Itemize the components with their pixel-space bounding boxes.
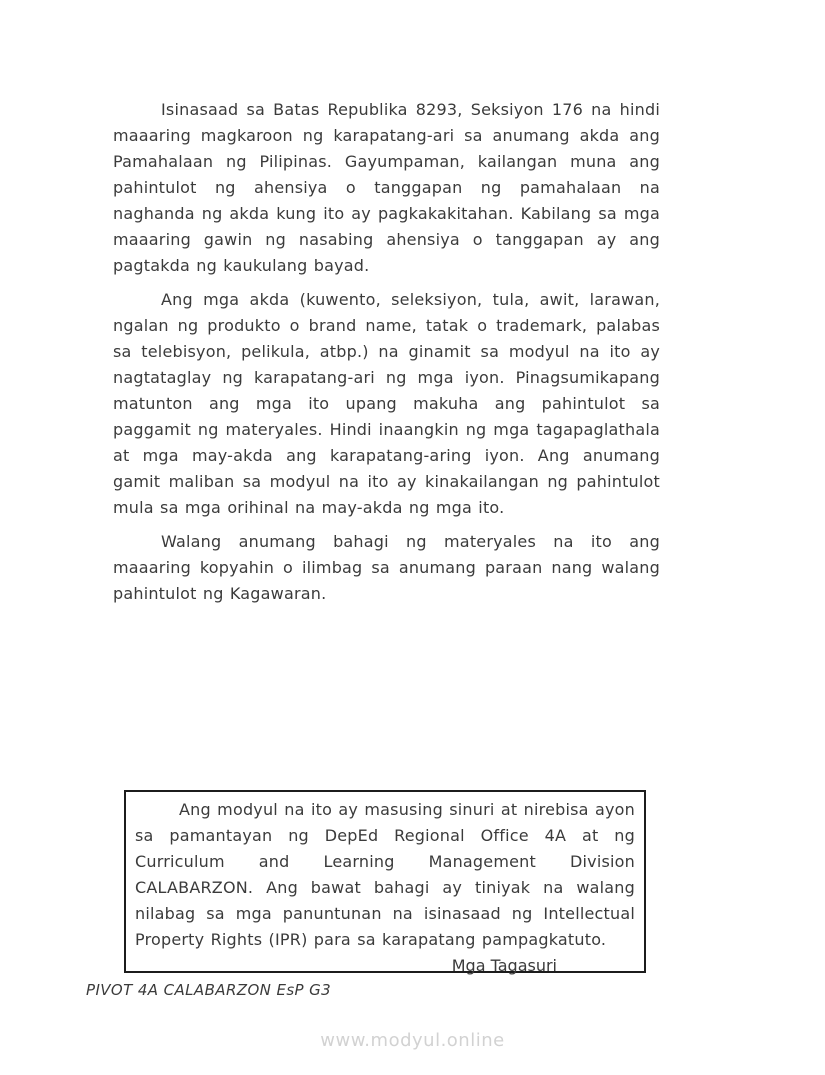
copyright-paragraph-1: Isinasaad sa Batas Republika 8293, Seksiyon 176 na hindi maaaring magkaroon ng karapatang-ari sa anumang akda ang Pamahalaan ng Pilipinas. Gayumpaman, kailangan muna ang pahintulot ng ahensiya o tanggapan ng pamahalaan na naghanda ng akda kung ito ay pagkakakitahan. Kabilang sa mga maaaring gawin ng nasabing ahensiya o tanggapan ay ang pagtakda ng kaukulang bayad. bbox=[113, 100, 660, 275]
copyright-section bbox=[113, 97, 660, 615]
page-footer: PIVOT 4A CALABARZON EsP G3 bbox=[86, 981, 332, 999]
review-box-signature: Mga Tagasuri bbox=[451, 956, 557, 975]
review-box bbox=[124, 790, 646, 973]
review-box-text: Ang modyul na ito ay masusing sinuri at nirebisa ayon sa pamantayan ng DepEd Regional Office 4A at ng Curriculum and Learning Management Division CALABARZON. Ang bawat bahagi ay tiniyak na walang nilabag sa mga panuntunan na isinasaad ng Intellectual Property Rights (IPR) para sa karapatang pampagkatuto. bbox=[135, 800, 635, 949]
copyright-paragraph-3: Walang anumang bahagi ng materyales na ito ang maaaring kopyahin o ilimbag sa anumang paraan nang walang pahintulot ng Kagawaran. bbox=[113, 532, 660, 603]
watermark: www.modyul.online bbox=[320, 1030, 505, 1051]
copyright-paragraph-2: Ang mga akda (kuwento, seleksiyon, tula, awit, larawan, ngalan ng produkto o brand name, tatak o trademark, palabas sa telebisyon, pelikula, atbp.) na ginamit sa modyul na ito ay nagtataglay ng karapatang-ari ng mga iyon. Pinagsumikapang matunton ang mga ito upang makuha ang pahintulot sa paggamit ng materyales. Hindi inaangkin ng mga tagapaglathala at mga may-akda ang karapatang-aring iyon. Ang anumang gamit maliban sa modyul na ito ay kinakailangan ng pahintulot mula sa mga orihinal na may-akda ng mga ito. bbox=[113, 290, 660, 517]
